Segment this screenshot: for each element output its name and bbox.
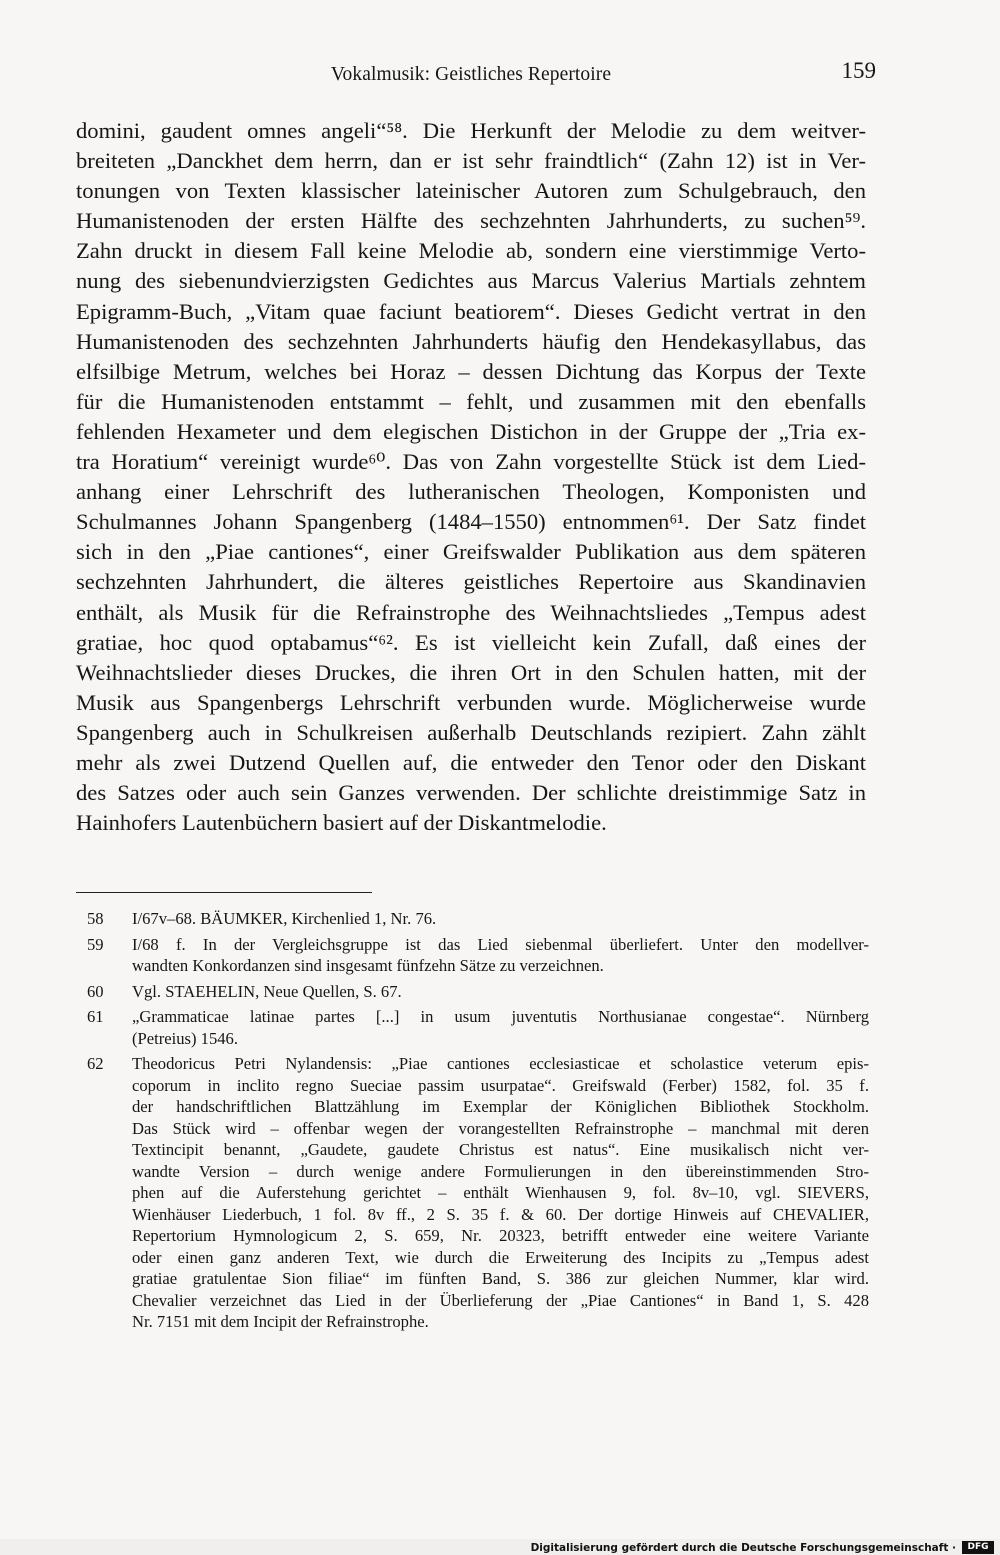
body-text (76, 116, 866, 838)
footnote-line: wandte Version – durch wenige andere Formulierungen in den übereinstimmenden Stro- (132, 1161, 869, 1181)
footnote-line: coporum in inclito regno Sueciae passim usurpatae“. Greifswald (Ferber) 1582, fol. 35 f. (132, 1075, 869, 1095)
body-line: nung des siebenundvierzigsten Gedichtes aus Marcus Valerius Martials zehntem (76, 268, 866, 294)
body-line: Zahn druckt in diesem Fall keine Melodie ab, sondern eine vierstimmige Verto- (76, 238, 866, 264)
footnote-line: Nr. 7151 mit dem Incipit der Refrainstrophe. (132, 1312, 429, 1331)
page-number: 159 (841, 58, 876, 83)
footnote-line: Das Stück wird – offenbar wegen der vorangestellten Refrainstrophe – manchmal mit deren (132, 1118, 869, 1138)
body-line: für die Humanistenoden entstammt – fehlt, und zusammen mit den ebenfalls (76, 388, 866, 414)
footnote-line: Textincipit benannt, „Gaudete, gaudete Christus est natus“. Eine musikalisch nicht ver- (132, 1140, 869, 1159)
body-line: fehlenden Hexameter und dem elegischen Distichon in der Gruppe der „Tria ex- (76, 418, 866, 444)
footnote-line: I/68 f. In der Vergleichsgruppe ist das Lied siebenmal überliefert. Unter den modellver- (132, 934, 869, 954)
funding-credit: Digitalisierung gefördert durch die Deutsche Forschungsgemeinschaft · (530, 1542, 956, 1554)
footnote-line: I/67v–68. BÄUMKER, Kirchenlied 1, Nr. 76. (132, 909, 437, 928)
footnote (87, 908, 869, 930)
body-line: domini, gaudent omnes angeli“⁵⁸. Die Herkunft der Melodie zu dem weitver- (76, 118, 866, 143)
body-line: Hainhofers Lautenbüchern basiert auf der Diskantmelodie. (76, 810, 607, 836)
footnote-number: 60 (87, 981, 104, 1001)
body-line: mehr als zwei Dutzend Quellen auf, die entweder den Tenor oder den Diskant (76, 749, 866, 775)
body-line: Musik aus Spangenbergs Lehrschrift verbunden wurde. Möglicherweise wurde (76, 689, 866, 715)
body-line: sich in den „Piae cantiones“, einer Greifswalder Publikation aus dem späteren (76, 539, 866, 565)
footnote-number: 61 (87, 1007, 104, 1026)
footnote-number: 62 (87, 1054, 104, 1073)
body-line: tra Horatium“ vereinigt wurde⁶⁰. Das von Zahn vorgestellte Stück ist dem Lied- (76, 449, 866, 475)
footnote-line: Wienhäuser Liederbuch, 1 fol. 8v ff., 2 S. 35 f. & 60. Der dortige Hinweis auf CHEVALIER, (132, 1204, 869, 1224)
body-line: sechzehnten Jahrhundert, die älteres geistliches Repertoire aus Skandinavien (76, 569, 866, 595)
footnote (87, 934, 869, 977)
body-line: Spangenberg auch in Schulkreisen außerhalb Deutschlands rezipiert. Zahn zählt (76, 719, 866, 745)
body-line: breiteten „Danckhet dem herrn, dan er ist sehr fraindtlich“ (Zahn 12) ist in Ver- (76, 148, 866, 174)
footnotes (87, 908, 869, 1337)
running-title: Vokalmusik: Geistliches Repertoire (330, 64, 612, 85)
footnote-line: gratiae gratulentae Sion filiae“ im fünften Band, S. 386 zur gleichen Nummer, klar wird. (132, 1269, 869, 1288)
body-line: Schulmannes Johann Spangenberg (1484–1550) entnommen⁶¹. Der Satz findet (76, 509, 866, 535)
body-line: gratiae, hoc quod optabamus“⁶². Es ist vielleicht kein Zufall, daß eines der (76, 629, 866, 655)
footnote-line: (Petreius) 1546. (132, 1028, 238, 1048)
body-line: elfsilbige Metrum, welches bei Horaz – dessen Dichtung das Korpus der Texte (76, 358, 866, 384)
body-line: Humanistenoden der ersten Hälfte des sechzehnten Jahrhunderts, zu suchen⁵⁹. (76, 208, 866, 234)
footnote-line: „Grammaticae latinae partes [...] in usum juventutis Northusianae congestae“. Nürnberg (132, 1007, 869, 1026)
running-head (76, 58, 876, 92)
footnote-number: 59 (87, 934, 104, 954)
dfg-logo-icon: DFG (962, 1541, 994, 1554)
body-line: Weihnachtslieder dieses Druckes, die ihren Ort in den Schulen hatten, mit der (76, 659, 866, 685)
body-line: tonungen von Texten klassischer lateinischer Autoren zum Schulgebrauch, den (76, 178, 866, 204)
footnote-line: oder einen ganz anderen Text, wie durch die Erweiterung des Incipits zu „Tempus adest (132, 1247, 869, 1267)
footnote-line: der handschriftlichen Blattzählung im Exemplar der Königlichen Bibliothek Stockholm. (132, 1097, 869, 1116)
footnote-line: wandten Konkordanzen sind insgesamt fünfzehn Sätze zu verzeichnen. (132, 956, 604, 975)
body-line: anhang einer Lehrschrift des lutheranischen Theologen, Komponisten und (76, 479, 866, 505)
footnote-line: phen auf die Auferstehung gerichtet – enthält Wienhausen 9, fol. 8v–10, vgl. SIEVERS, (132, 1183, 869, 1202)
footnote-separator (76, 892, 372, 893)
body-line: Humanistenoden des sechzehnten Jahrhunderts häufig den Hendekasyllabus, das (76, 328, 866, 354)
body-line: des Satzes oder auch sein Ganzes verwenden. Der schlichte dreistimmige Satz in (76, 780, 866, 806)
footnote-line: Repertorium Hymnologicum 2, S. 659, Nr. 20323, betrifft entweder eine weitere Variante (132, 1226, 869, 1245)
footnote-line: Vgl. STAEHELIN, Neue Quellen, S. 67. (132, 981, 402, 1001)
footer-bar (0, 1539, 1000, 1555)
footnote (87, 981, 869, 1003)
body-line: enthält, als Musik für die Refrainstrophe des Weihnachtsliedes „Tempus adest (76, 599, 866, 625)
footnote (87, 1053, 869, 1333)
footnote-line: Chevalier verzeichnet das Lied in der Überlieferung der „Piae Cantiones“ in Band 1, S. 428 (132, 1290, 869, 1310)
footnote-line: Theodoricus Petri Nylandensis: „Piae cantiones ecclesiasticae et scholastice veterum epis- (132, 1054, 869, 1073)
body-line: Epigramm-Buch, „Vitam quae faciunt beatiorem“. Dieses Gedicht vertrat in den (76, 298, 866, 324)
footnote (87, 1006, 869, 1049)
footnote-number: 58 (87, 909, 104, 928)
